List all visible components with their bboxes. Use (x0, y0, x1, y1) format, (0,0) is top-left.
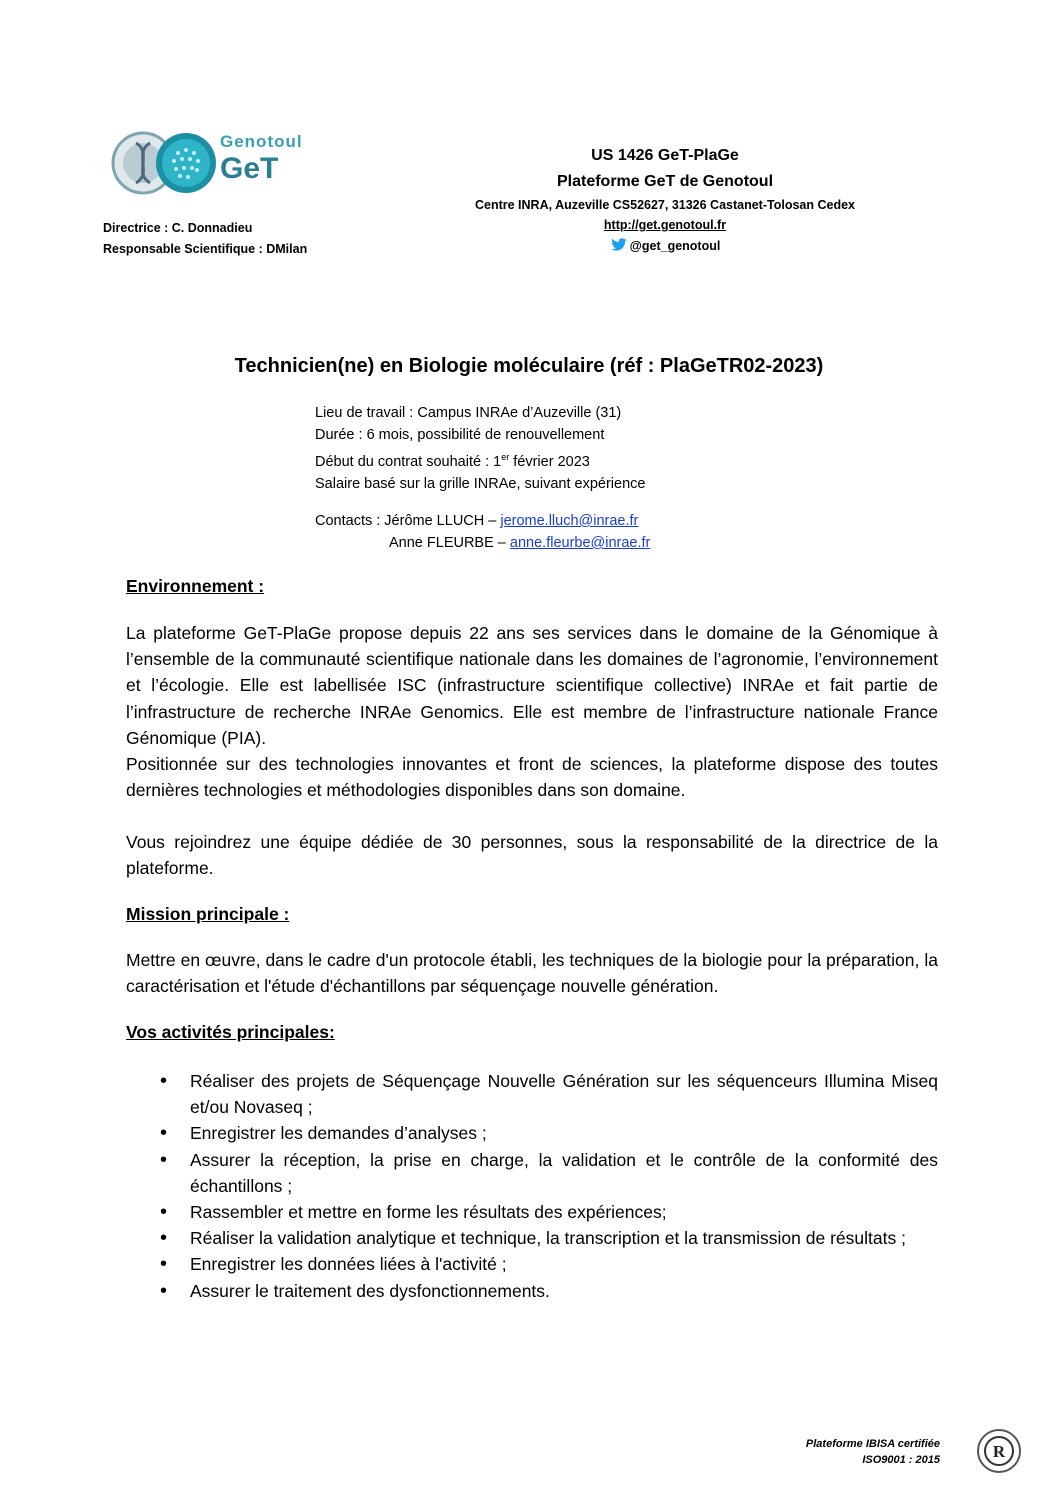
list-item: • Rassembler et mettre en forme les résultats des expériences; (160, 1199, 938, 1225)
dna-logo-icon (108, 128, 218, 198)
contact-line-1 (315, 510, 650, 532)
unit-name: US 1426 GeT-PlaGe (591, 147, 739, 164)
svg-text:R: R (992, 1442, 1006, 1461)
activities-heading: Vos activités principales: (126, 1022, 335, 1042)
meta-start-suffix: février 2023 (509, 453, 590, 470)
meta-start-prefix: Début du contrat souhaité : 1 (315, 453, 502, 470)
mission-heading: Mission principale : (126, 904, 290, 924)
environment-heading: Environnement : (126, 576, 265, 596)
scientific-lead-line: Responsable Scientifique : DMilan (103, 242, 308, 256)
job-meta (315, 402, 645, 495)
genotoul-logo (108, 128, 333, 198)
logo-brand-main: GeT (220, 152, 279, 185)
list-item: • Assurer la réception, la prise en charge, la validation et le contrôle de la conformité des échantillons ; (160, 1147, 938, 1199)
certification-line-2: ISO9001 : 2015 (862, 1454, 940, 1466)
platform-name: Plateforme GeT de Genotoul (556, 173, 774, 190)
email-link-1[interactable]: jerome.lluch@inrae.fr (500, 513, 639, 529)
contact-name-2: Anne FLEURBE – (389, 535, 510, 551)
meta-start-date (315, 446, 645, 473)
meta-start-sup: er (501, 452, 510, 462)
contacts-label: Contacts : Jérôme LLUCH – (315, 513, 501, 529)
environment-p2: Positionnée sur des technologies innovantes et front de sciences, la plateforme dispose des toutes dernières technologies et méthodologies disponibles dans son domaine. (126, 754, 938, 801)
certification-seal-icon (976, 1428, 1022, 1474)
contact-line-2 (315, 532, 650, 554)
list-item: • Assurer le traitement des dysfonctionnements. (160, 1278, 938, 1304)
email-link-2[interactable]: anne.fleurbe@inrae.fr (509, 535, 651, 551)
twitter-handle[interactable] (420, 238, 910, 253)
job-title: Technicien(ne) en Biologie moléculaire (réf : PlaGeTR02-2023) (234, 355, 824, 377)
twitter-bird-icon (610, 238, 628, 252)
list-item: • Réaliser la validation analytique et technique, la transcription et la transmission de résultats ; (160, 1225, 938, 1251)
header-left (103, 218, 307, 260)
list-item: • Enregistrer les demandes d’analyses ; (160, 1120, 938, 1146)
meta-duration: Durée : 6 mois, possibilité de renouvellement (315, 427, 605, 443)
mission-paragraph: Mettre en œuvre, dans le cadre d'un protocole établi, les techniques de la biologie pour la préparation, la caractérisation et l'étude d'échantillons par séquençage nouvelle génération. (126, 950, 938, 997)
logo-brand-top: Genotoul (220, 132, 303, 151)
environment-paragraph (126, 620, 938, 803)
list-item: • Réaliser des projets de Séquençage Nouvelle Génération sur les séquenceurs Illumina Miseq et/ou Novaseq ; (160, 1068, 938, 1120)
certification-line-1: Plateforme IBISA certifiée (805, 1438, 940, 1450)
meta-location: Lieu de travail : Campus INRAe d’Auzeville (31) (315, 405, 622, 421)
address: Centre INRA, Auzeville CS52627, 31326 Castanet-Tolosan Cedex (474, 198, 855, 212)
website-link[interactable]: http://get.genotoul.fr (603, 218, 727, 232)
environment-p3: Vous rejoindrez une équipe dédiée de 30 personnes, sous la responsabilité de la directrice de la plateforme. (126, 832, 938, 879)
environment-p1: La plateforme GeT-PlaGe propose depuis 22 ans ses services dans le domaine de la Génomique à l’ensemble de la communauté scientifique nationale dans les domaines de l’agronomie, l’environnement et l’écologie. Elle est labellisée ISC (infrastructure scientifique collective) INRAe et fait partie de l’infrastructure de recherche INRAe Genomics. Elle est membre de l’infrastructure nationale France Génomique (PIA). (126, 623, 938, 748)
director-line: Directrice : C. Donnadieu (103, 221, 253, 235)
certification-footer (760, 1436, 940, 1468)
activities-list (160, 1068, 938, 1304)
list-item: • Enregistrer les données liées à l'activité ; (160, 1251, 938, 1277)
meta-salary: Salaire basé sur la grille INRAe, suivant expérience (315, 475, 646, 492)
contacts (315, 510, 650, 554)
twitter-handle-text: @get_genotoul (629, 239, 721, 253)
